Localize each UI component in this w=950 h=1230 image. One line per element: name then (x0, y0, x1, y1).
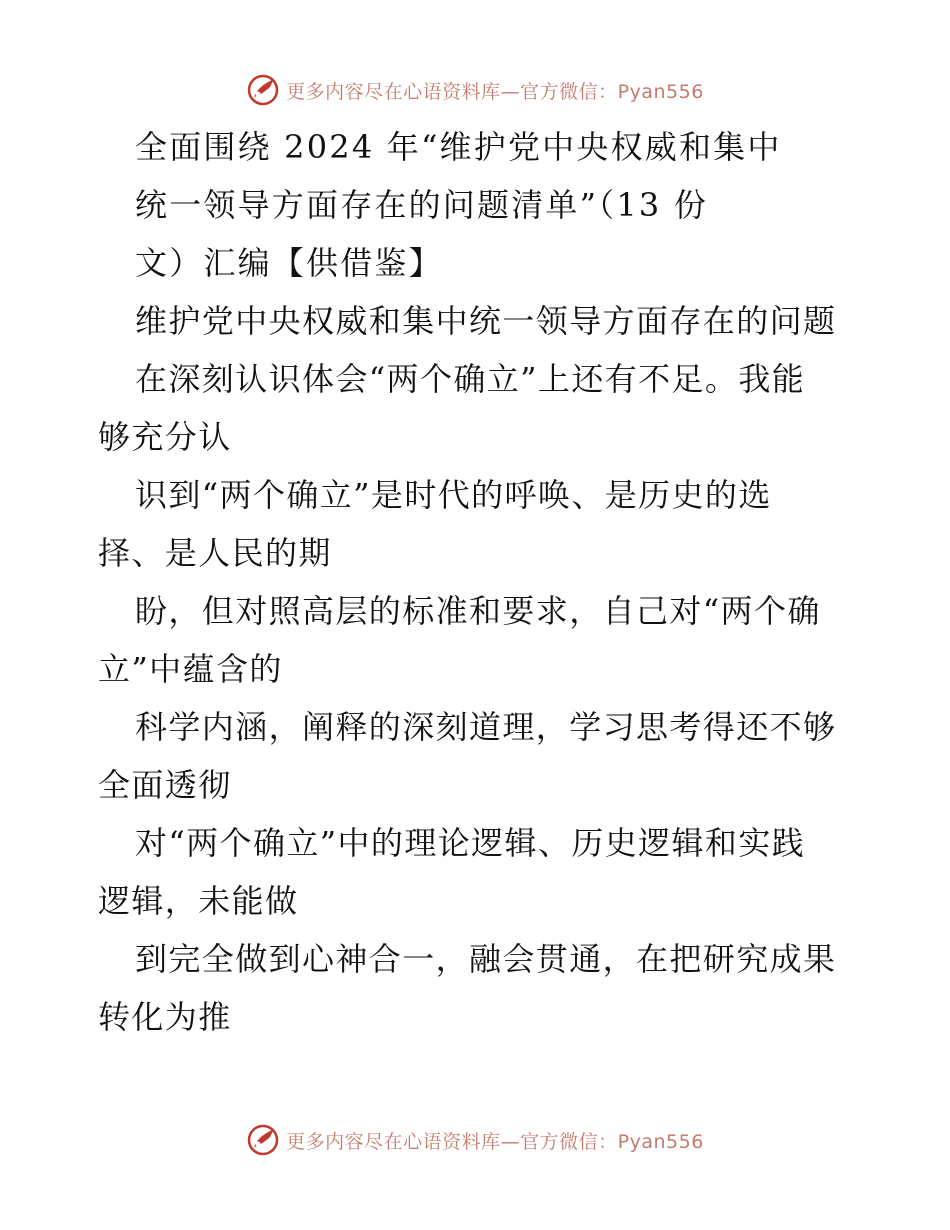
paragraph-line: 逻辑，未能做 (98, 882, 299, 920)
paragraph-line: 够充分认 (98, 418, 232, 456)
document-title-line-1: 全面围绕 2024 年“维护党中央权威和集中 (135, 128, 782, 166)
paragraph-line: 转化为推 (98, 998, 232, 1036)
paragraph-line: 到完全做到心神合一，融会贯通，在把研究成果 (135, 940, 837, 978)
brand-logo-icon (246, 1123, 280, 1157)
footer-watermark-banner (0, 1120, 950, 1160)
paragraph-line: 立”中蕴含的 (98, 650, 283, 688)
header-watermark-banner (0, 70, 950, 110)
brand-logo-icon (246, 73, 280, 107)
paragraph-line: 识到“两个确立”是时代的呼唤、是历史的选 (135, 476, 772, 514)
paragraph-line: 盼，但对照高层的标准和要求，自己对“两个确 (135, 592, 821, 630)
paragraph-line: 维护党中央权威和集中统一领导方面存在的问题 (135, 302, 837, 340)
paragraph-line: 择、是人民的期 (98, 534, 332, 572)
document-title-line-3: 文）汇编【供借鉴】 (135, 244, 443, 282)
paragraph-line: 科学内涵，阐释的深刻道理，学习思考得还不够 (135, 708, 837, 746)
paragraph-line: 对“两个确立”中的理论逻辑、历史逻辑和实践 (135, 824, 806, 862)
paragraph-line: 在深刻认识体会“两个确立”上还有不足。我能 (135, 360, 806, 398)
footer-banner-text: 更多内容尽在心语资料库—官方微信：Pyan556 (286, 1130, 704, 1153)
paragraph-line: 全面透彻 (98, 766, 232, 804)
document-title-line-2: 统一领导方面存在的问题清单”（13 份 (135, 186, 709, 224)
header-banner-text: 更多内容尽在心语资料库—官方微信：Pyan556 (286, 80, 704, 103)
